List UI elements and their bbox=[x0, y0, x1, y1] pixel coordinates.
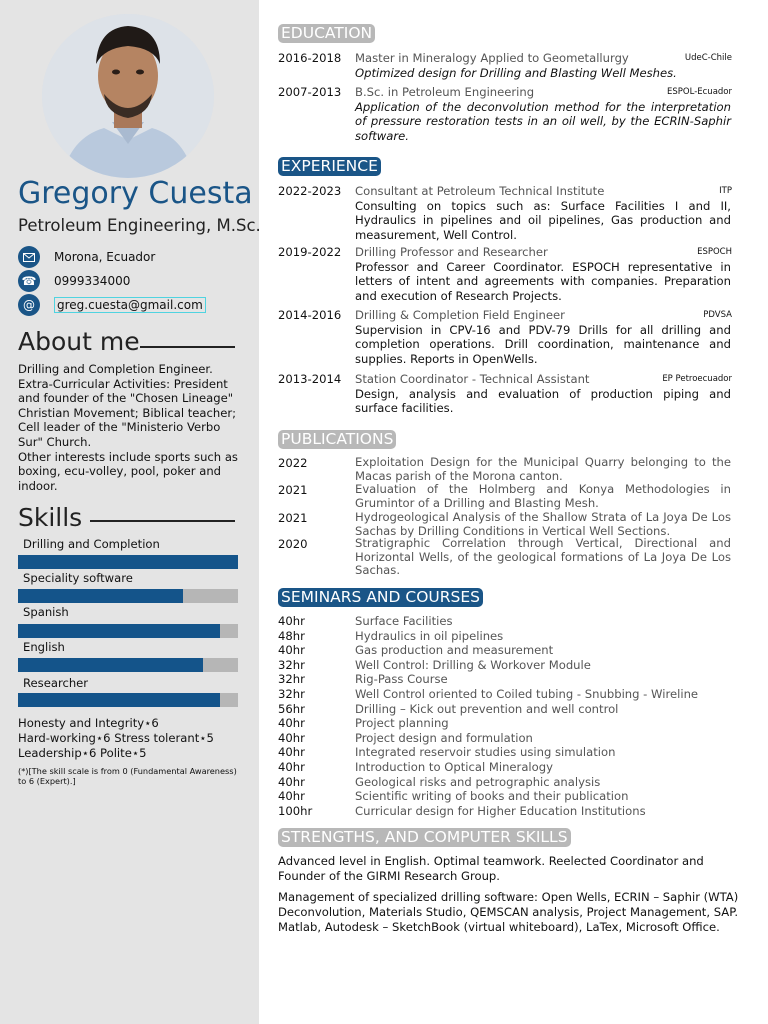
course-name: Drilling – Kick out prevention and well control bbox=[355, 701, 619, 716]
skill-label: Researcher bbox=[23, 676, 89, 690]
course-row bbox=[278, 658, 732, 673]
sidebar bbox=[0, 0, 259, 1024]
section-strengths: STRENGTHS, AND COMPUTER SKILLS bbox=[278, 828, 571, 847]
course-name: Well Control: Drilling & Workover Module bbox=[355, 657, 591, 672]
course-name: Introduction to Optical Mineralogy bbox=[355, 760, 553, 774]
course-hours: 40hr bbox=[278, 789, 305, 804]
skill-bar-fill bbox=[18, 693, 220, 707]
telephone-icon: ☎ bbox=[18, 270, 40, 292]
course-row bbox=[278, 643, 732, 658]
soft-skill-line: Honesty and Integrity⋆6 bbox=[18, 716, 159, 730]
skill-bar bbox=[18, 624, 238, 638]
envelope-icon bbox=[18, 246, 40, 268]
about-heading-rule bbox=[140, 346, 235, 348]
profile-photo bbox=[42, 14, 214, 178]
course-hours: 32hr bbox=[278, 672, 305, 687]
entry-years: 2014-2016 bbox=[278, 308, 342, 322]
contact-location bbox=[18, 246, 155, 268]
entry-org: PDVSA bbox=[703, 310, 732, 320]
entry-org: ITP bbox=[719, 186, 732, 196]
entry-years: 2013-2014 bbox=[278, 372, 342, 386]
entry-desc: Supervision in CPV-16 and PDV-79 Drills for all drilling and completion operations. Drill coordination, maintenance and supplies. Reports in OpenWells. bbox=[355, 322, 731, 367]
course-hours: 40hr bbox=[278, 643, 305, 658]
course-hours: 32hr bbox=[278, 687, 305, 701]
about-text bbox=[18, 362, 246, 493]
publication-year: 2021 bbox=[278, 511, 308, 525]
skill-label: Drilling and Completion bbox=[23, 537, 160, 551]
course-row bbox=[278, 716, 732, 731]
entry-desc: Application of the deconvolution method for the interpretation of pressure restoration tests in an oil well, by the ECRIN-Saphir software. bbox=[355, 99, 731, 144]
skill-bar-fill bbox=[18, 555, 238, 569]
about-line: Drilling and Completion Engineer. bbox=[18, 362, 213, 376]
entry-org: UdeC-Chile bbox=[684, 53, 732, 63]
email-link[interactable]: greg.cuesta@gmail.com bbox=[54, 297, 206, 313]
skill-bar bbox=[18, 555, 238, 569]
section-publications: PUBLICATIONS bbox=[278, 430, 396, 449]
course-row bbox=[278, 672, 732, 687]
course-hours: 40hr bbox=[278, 730, 305, 745]
skills-heading: Skills bbox=[18, 503, 83, 532]
person-name: Gregory Cuesta bbox=[18, 176, 253, 211]
skill-bar-fill bbox=[18, 658, 203, 672]
course-row bbox=[278, 745, 732, 760]
course-hours: 40hr bbox=[278, 760, 305, 774]
phone-text: 0999334000 bbox=[54, 274, 131, 288]
strengths-paragraph: Advanced level in English. Optimal teamwork. Reelected Coordinator and Founder of the GIRMI Research Group. bbox=[278, 854, 704, 883]
course-row bbox=[278, 731, 732, 746]
course-hours: 32hr bbox=[278, 657, 305, 672]
entry-desc: Optimized design for Drilling and Blasting Well Meshes. bbox=[355, 65, 677, 80]
skill-bar bbox=[18, 693, 238, 707]
course-row bbox=[278, 614, 732, 629]
about-heading: About me bbox=[18, 327, 140, 356]
course-name: Gas production and measurement bbox=[355, 643, 554, 658]
entry-desc: Professor and Career Coordinator. ESPOCH representative in letters of intent and agreements with companies. Preparation and execution of Research Projects. bbox=[355, 259, 731, 304]
entry-org: ESPOL-Ecuador bbox=[667, 87, 732, 97]
computer-skills-paragraph: Management of specialized drilling software: Open Wells, ECRIN – Saphir (WTA) Deconvolution, Materials Studio, QEMSCAN analysis, Project Management, SAP. Matlab, Autodesk – SketchBook (virtual whiteboard), LaTex, Microsoft Office. bbox=[278, 890, 739, 934]
skill-label: Speciality software bbox=[23, 571, 133, 585]
about-line: Other interests include sports such as bbox=[18, 449, 238, 464]
about-line: Sur" Church. bbox=[18, 434, 92, 449]
course-row bbox=[278, 804, 732, 819]
course-hours: 40hr bbox=[278, 774, 305, 789]
entry-desc: Design, analysis and evaluation of production piping and surface facilities. bbox=[355, 386, 731, 416]
skill-scale-note: (*)[The skill scale is from 0 (Fundamental Awareness) to 6 (Expert).] bbox=[18, 766, 237, 786]
publication-title: Exploitation Design for the Municipal Quarry belonging to the Macas parish of the Morona canton. bbox=[355, 455, 731, 483]
course-name: Integrated reservoir studies using simulation bbox=[355, 745, 616, 760]
entry-org: EP Petroecuador bbox=[662, 374, 732, 384]
person-degree: Petroleum Engineering, M.Sc. bbox=[18, 216, 261, 235]
skills-heading-rule bbox=[90, 520, 235, 522]
course-hours: 40hr bbox=[278, 716, 305, 731]
soft-skill-line: Leadership⋆6 Polite⋆5 bbox=[18, 745, 147, 760]
course-name: Surface Facilities bbox=[355, 614, 453, 628]
soft-skills bbox=[18, 716, 214, 760]
course-name: Project design and formulation bbox=[355, 730, 533, 745]
course-row bbox=[278, 702, 732, 717]
about-line: and founder of the "Chosen Lineage" bbox=[18, 391, 234, 406]
course-hours: 100hr bbox=[278, 803, 313, 818]
publication-year: 2021 bbox=[278, 483, 308, 497]
section-experience: EXPERIENCE bbox=[278, 157, 381, 176]
entry-title: Master in Mineralogy Applied to Geometallurgy bbox=[355, 51, 629, 65]
course-hours: 40hr bbox=[278, 614, 305, 628]
course-hours: 48hr bbox=[278, 628, 305, 643]
skill-bar bbox=[18, 589, 238, 603]
entry-years: 2022-2023 bbox=[278, 184, 342, 198]
contact-email bbox=[18, 294, 206, 316]
publication-year: 2020 bbox=[278, 537, 308, 551]
course-name: Rig-Pass Course bbox=[355, 672, 448, 687]
course-name: Hydraulics in oil pipelines bbox=[355, 628, 504, 643]
contact-phone bbox=[18, 270, 130, 292]
about-line: boxing, ecu-volley, pool, poker and bbox=[18, 464, 222, 479]
entry-title: Drilling Professor and Researcher bbox=[355, 245, 548, 259]
course-row bbox=[278, 760, 732, 775]
section-education: EDUCATION bbox=[278, 24, 375, 43]
entry-years: 2007-2013 bbox=[278, 85, 342, 99]
skill-bar-fill bbox=[18, 624, 220, 638]
entry-years: 2019-2022 bbox=[278, 245, 342, 259]
at-sign-icon: @ bbox=[18, 294, 40, 316]
publication-title: Evaluation of the Holmberg and Konya Methodologies in Grumintor of a Drilling and Blasting Mesh. bbox=[355, 482, 731, 510]
course-hours: 40hr bbox=[278, 745, 305, 760]
section-seminars: SEMINARS AND COURSES bbox=[278, 588, 483, 607]
about-line: Cell leader of the "Ministerio Verbo bbox=[18, 420, 221, 435]
profile-photo-image bbox=[42, 14, 214, 178]
skill-bar-fill bbox=[18, 589, 183, 603]
entry-desc: Consulting on topics such as: Surface Facilities I and II, Hydraulics in pipelines and oil pipelines, Gas production and measurement, Well Control. bbox=[355, 198, 731, 243]
publication-year: 2022 bbox=[278, 456, 308, 470]
course-row bbox=[278, 775, 732, 790]
course-hours: 56hr bbox=[278, 701, 305, 716]
about-line: indoor. bbox=[18, 478, 58, 493]
entry-title: B.Sc. in Petroleum Engineering bbox=[355, 85, 535, 99]
about-line: Extra-Curricular Activities: President bbox=[18, 376, 228, 391]
course-name: Scientific writing of books and their publication bbox=[355, 789, 629, 804]
course-name: Project planning bbox=[355, 716, 449, 731]
course-row bbox=[278, 687, 732, 702]
publication-title: Hydrogeological Analysis of the Shallow Strata of La Joya De Los Sachas by Drilling Conditions in Vertical Well Sections. bbox=[355, 510, 731, 538]
about-line: Christian Movement; Biblical teacher; bbox=[18, 405, 237, 420]
skill-bar bbox=[18, 658, 238, 672]
soft-skill-line: Hard-working⋆6 Stress tolerant⋆5 bbox=[18, 730, 214, 745]
entry-org: ESPOCH bbox=[697, 247, 732, 257]
course-name: Curricular design for Higher Education Institutions bbox=[355, 803, 646, 818]
entry-title: Station Coordinator - Technical Assistant bbox=[355, 372, 590, 386]
entry-title: Drilling & Completion Field Engineer bbox=[355, 308, 565, 322]
course-name: Well Control oriented to Coiled tubing - Snubbing - Wireline bbox=[355, 687, 699, 701]
location-text: Morona, Ecuador bbox=[54, 250, 156, 264]
course-row bbox=[278, 789, 732, 804]
entry-years: 2016-2018 bbox=[278, 51, 342, 65]
entry-title: Consultant at Petroleum Technical Institute bbox=[355, 184, 605, 198]
course-row bbox=[278, 629, 732, 644]
publication-title: Stratigraphic Correlation through Vertical, Directional and Horizontal Wells, of the geological formations of La Joya De Los Sachas. bbox=[355, 536, 731, 578]
skill-label: Spanish bbox=[23, 605, 69, 619]
course-name: Geological risks and petrographic analysis bbox=[355, 774, 601, 789]
skill-label: English bbox=[23, 640, 65, 654]
